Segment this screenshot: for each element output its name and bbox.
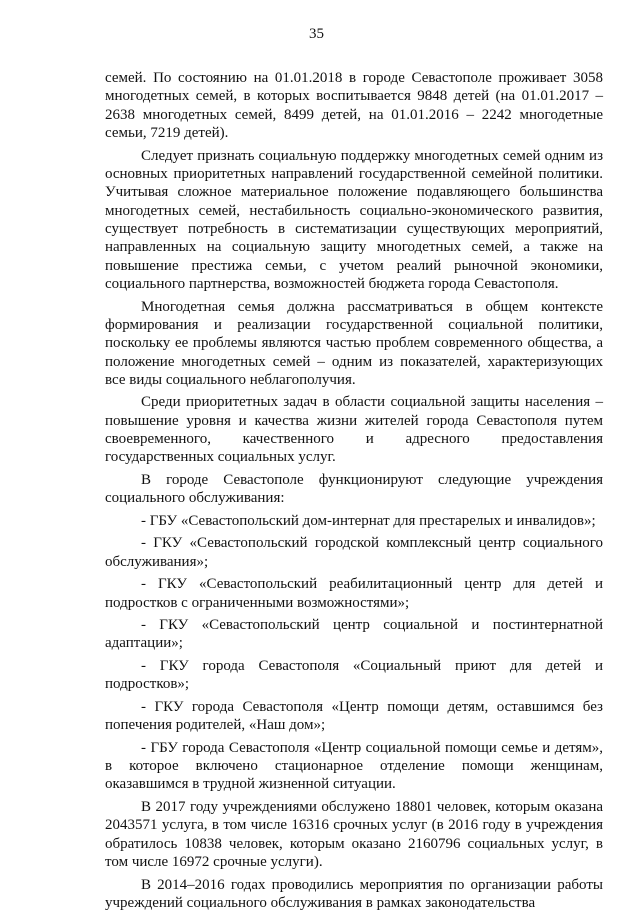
list-item: - ГКУ города Севастополя «Социальный приют для детей и подростков»; [105, 658, 603, 693]
list-item: - ГКУ «Севастопольский реабилитационный центр для детей и подростков с ограниченными возможностями»; [105, 576, 603, 611]
page-number: 35 [309, 26, 324, 42]
paragraph: В 2017 году учреждениями обслужено 18801 человек, которым оказана 2043571 услуга, в том числе 16316 срочных услуг (в 2016 году в учреждения обратилось 10838 человек, которым оказано 2160796 социальных услуг, в том числе 16972 срочные услуги). [105, 798, 603, 870]
paragraph: Многодетная семья должна рассматриваться в общем контексте формирования и реализации государственной социальной политики, поскольку ее проблемы являются частью проблем современного общества, а положение многодетных семей – одним из показателей, характеризующих все виды социального неблагополучия. [105, 298, 603, 388]
list-item: - ГКУ города Севастополя «Центр помощи детям, оставшимся без попечения родителей, «Наш дом»; [105, 698, 603, 734]
list-item: - ГКУ «Севастопольский центр социальной и постинтернатной адаптации»; [105, 617, 603, 652]
paragraph: семей. По состоянию на 01.01.2018 в городе Севастополе проживает 3058 многодетных семей, в которых воспитывается 9848 детей (на 01.01.2017 – 2638 многодетных семей, 8499 детей, на 01.01.2016 – 2242 многодетные семьи, 7219 детей). [105, 70, 603, 142]
paragraph: В 2014–2016 годах проводились мероприятия по организации работы учреждений социального обслуживания в рамках законодательства [105, 876, 603, 911]
paragraph: Среди приоритетных задач в области социальной защиты населения – повышение уровня и качества жизни жителей города Севастополя путем своевременного, качественного и адресного предоставления государственных социальных услуг. [105, 394, 603, 466]
list-item: - ГБУ «Севастопольский дом-интернат для престарелых и инвалидов»; [141, 512, 596, 529]
page-body [105, 69, 603, 912]
paragraph: В городе Севастополе функционируют следующие учреждения социального обслуживания: [105, 471, 603, 507]
list-item: - ГКУ «Севастопольский городской комплексный центр социального обслуживания»; [105, 535, 603, 570]
list-item: - ГБУ города Севастополя «Центр социальной помощи семье и детям», в которое включено стационарное отделение помощи женщинам, оказавшимся в трудной жизненной ситуации. [105, 739, 603, 793]
paragraph: Следует признать социальную поддержку многодетных семей одним из основных приоритетных направлений государственной семейной политики. Учитывая сложное материальное положение подавляющего большинства многодетных семей, нестабильность социально-экономического развития, существует потребность в систематизации существующих мероприятий, направленных на социальную защиту многодетных семей, а также на повышение престижа семьи, с учетом реалий рыночной экономики, социального партнерства, возможностей бюджета города Севастополя. [105, 147, 603, 292]
